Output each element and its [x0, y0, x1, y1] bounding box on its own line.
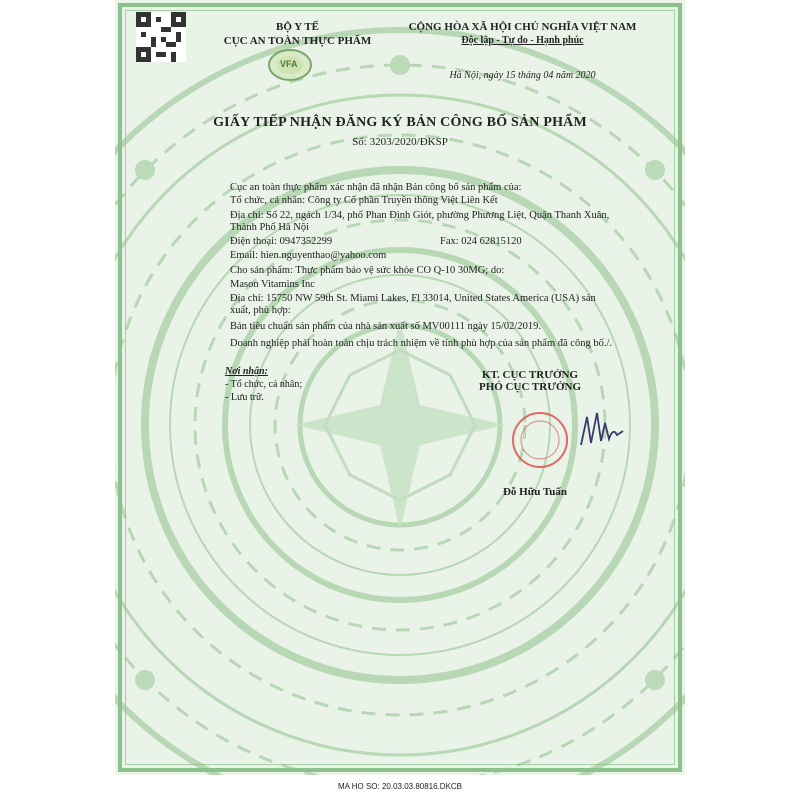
vfa-logo	[267, 48, 313, 82]
recipients-heading: Nơi nhận:	[225, 366, 268, 377]
body-intro: Cục an toàn thực phẩm xác nhận đã nhận Bản công bố sản phẩm của:	[230, 182, 522, 193]
applicant-organization: Tổ chức, cá nhân: Công ty Cổ phần Truyền thông Việt Liên Kết	[230, 195, 498, 206]
vfa-logo-label: VFA	[280, 59, 298, 69]
applicant-fax: Fax: 024 62815120	[440, 236, 522, 247]
issue-date: Hà Nội, ngày 15 tháng 04 năm 2020	[449, 70, 596, 81]
applicant-address-city: Thành Phố Hà Nội	[230, 222, 310, 233]
certificate-document	[115, 0, 685, 775]
official-seal	[510, 410, 570, 470]
signer-title-line1: KT. CỤC TRƯỞNG	[481, 369, 579, 381]
qr-code	[136, 12, 186, 62]
ministry-name: BỘ Y TẾ	[276, 21, 319, 33]
department-name: CỤC AN TOÀN THỰC PHẨM	[223, 35, 372, 47]
product-standard: Bản tiêu chuẩn sản phẩm của nhà sản xuất số MV00111 ngày 15/02/2019.	[230, 321, 541, 332]
recipient-item: - Tổ chức, cá nhân;	[225, 379, 303, 390]
manufacturer-address-cont: xuất, phù hợp:	[230, 305, 291, 316]
responsibility-statement: Doanh nghiệp phải hoàn toàn chịu trách nhiệm về tính phù hợp của sản phẩm đã công bố./.	[230, 338, 612, 349]
document-title: GIẤY TIẾP NHẬN ĐĂNG KÝ BẢN CÔNG BỐ SẢN PHẨM	[213, 115, 587, 130]
product-name: Cho sản phẩm: Thực phẩm bảo vệ sức khỏe CO Q-10 30MG; do:	[230, 265, 505, 276]
applicant-phone: Điện thoại: 0947352299	[230, 236, 333, 247]
dossier-code: MA HO SO: 20.03.03.80816.DKCB	[337, 782, 463, 791]
national-motto: Độc lập - Tự do - Hạnh phúc	[461, 35, 584, 46]
handwritten-signature	[577, 405, 627, 455]
recipient-item: - Lưu trữ.	[225, 392, 264, 403]
applicant-address: Địa chỉ: Số 22, ngách 1/34, phố Phan Đình Giót, phường Phương Liệt, Quận Thanh Xuân,	[230, 210, 610, 221]
signer-title-line2: PHÓ CỤC TRƯỞNG	[478, 381, 582, 393]
manufacturer-name: Mason Vitamins Inc	[230, 279, 315, 290]
manufacturer-address: Địa chỉ: 15750 NW 59th St. Miami Lakes, Fl 33014, United States America (USA) sản	[230, 293, 596, 304]
republic-name: CỘNG HÒA XÃ HỘI CHỦ NGHĨA VIỆT NAM	[408, 21, 637, 33]
bronze-drum-watermark	[115, 20, 685, 775]
signer-name: Đỗ Hữu Tuấn	[502, 486, 568, 498]
document-number: Số: 3203/2020/ĐKSP	[352, 136, 448, 148]
applicant-email: Email: hien.nguyenthao@yahoo.com	[230, 250, 387, 261]
